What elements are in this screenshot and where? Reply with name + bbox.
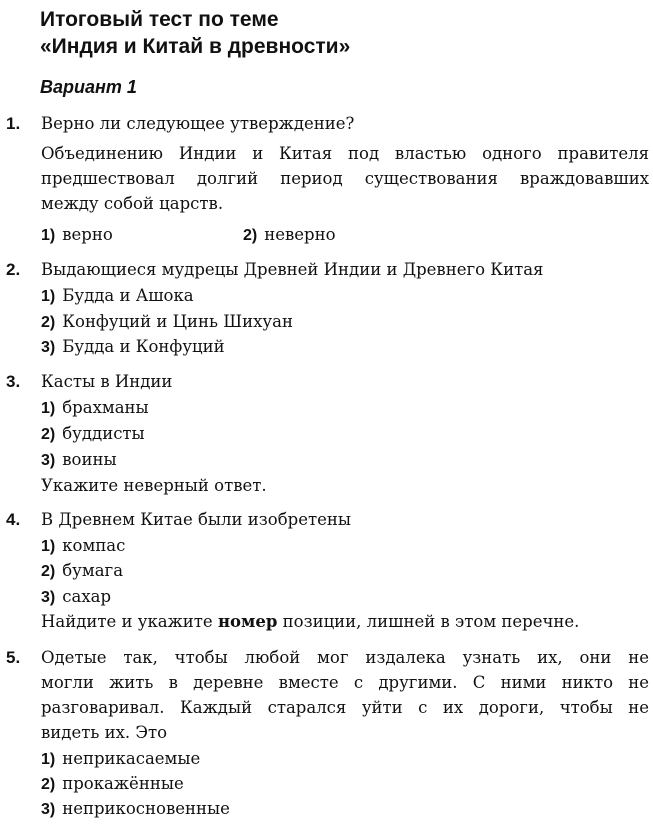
- question-text-line: Одетые так, чтобы любой мог издалека узнать их, они не: [41, 648, 649, 667]
- question-prompt: Верно ли следующее утверждение?: [41, 114, 355, 133]
- option-text: неприкасаемые: [62, 749, 201, 768]
- question-number: 5.: [6, 648, 21, 667]
- answer-option[interactable]: [41, 450, 117, 470]
- question-prompt: Выдающиеся мудрецы Древней Индии и Древнего Китая: [41, 260, 544, 279]
- answer-option[interactable]: [41, 225, 113, 245]
- answer-option[interactable]: [41, 561, 123, 581]
- option-text: сахар: [62, 587, 112, 606]
- option-text: Конфуций и Цинь Шихуан: [62, 312, 293, 331]
- option-number: 3): [41, 589, 56, 606]
- question-instruction: Укажите неверный ответ.: [41, 476, 267, 495]
- answer-option[interactable]: [41, 398, 149, 418]
- question-text-line: предшествовал долгий период существования враждовавших: [41, 169, 649, 188]
- option-number: 2): [41, 426, 56, 443]
- option-text: брахманы: [62, 398, 149, 417]
- instruction-text: позиции, лишней в этом перечне.: [277, 612, 580, 631]
- option-number: 3): [41, 801, 56, 818]
- option-number: 2): [41, 314, 56, 331]
- title-line-2: «Индия и Китай в древности»: [40, 35, 351, 58]
- answer-option[interactable]: [41, 749, 200, 769]
- option-text: компас: [62, 536, 126, 555]
- answer-option[interactable]: [41, 286, 194, 306]
- answer-option[interactable]: [41, 337, 225, 357]
- question-text-line: видеть их. Это: [41, 723, 168, 742]
- question-text-line: могли жить в деревне вместе с другими. С ними никто не: [41, 673, 649, 692]
- answer-option[interactable]: [243, 225, 336, 245]
- answer-option[interactable]: [41, 424, 145, 444]
- answer-option[interactable]: [41, 536, 125, 556]
- question-text-line: разговаривал. Каждый старался уйти с их дороги, чтобы не: [41, 698, 649, 717]
- page-title: [40, 6, 350, 60]
- option-number: 1): [41, 227, 56, 244]
- instruction-text: Найдите и укажите: [41, 612, 218, 631]
- question-text-line: Объединению Индии и Китая под властью одного правителя: [41, 144, 649, 163]
- option-text: неприкосновенные: [62, 799, 230, 818]
- option-number: 2): [41, 563, 56, 580]
- question-number: 2.: [6, 260, 21, 279]
- question-text-line: между собой царств.: [41, 194, 224, 213]
- answer-option[interactable]: [41, 587, 111, 607]
- question-number: 1.: [6, 114, 21, 133]
- option-number: 2): [41, 776, 56, 793]
- question-instruction: [41, 612, 579, 631]
- answer-option[interactable]: [41, 799, 230, 819]
- instruction-emphasis: номер: [217, 612, 278, 631]
- title-line-1: Итоговый тест по теме: [40, 8, 279, 31]
- variant-heading: Вариант 1: [40, 77, 137, 97]
- option-number: 1): [41, 751, 56, 768]
- option-text: буддисты: [62, 424, 145, 443]
- question-number: 3.: [6, 372, 21, 391]
- option-number: 1): [41, 400, 56, 417]
- question-prompt: Касты в Индии: [41, 372, 173, 391]
- option-text: верно: [62, 225, 113, 244]
- option-text: бумага: [62, 561, 124, 580]
- answer-option[interactable]: [41, 312, 293, 332]
- option-text: неверно: [264, 225, 336, 244]
- option-text: воины: [62, 450, 117, 469]
- option-text: прокажённые: [62, 774, 184, 793]
- question-number: 4.: [6, 510, 21, 529]
- option-text: Будда и Ашока: [62, 286, 194, 305]
- option-number: 3): [41, 339, 56, 356]
- option-number: 1): [41, 538, 56, 555]
- option-text: Будда и Конфуций: [62, 337, 225, 356]
- option-number: 2): [243, 227, 258, 244]
- option-number: 3): [41, 452, 56, 469]
- option-number: 1): [41, 288, 56, 305]
- answer-option[interactable]: [41, 774, 184, 794]
- question-prompt: В Древнем Китае были изобретены: [41, 510, 351, 529]
